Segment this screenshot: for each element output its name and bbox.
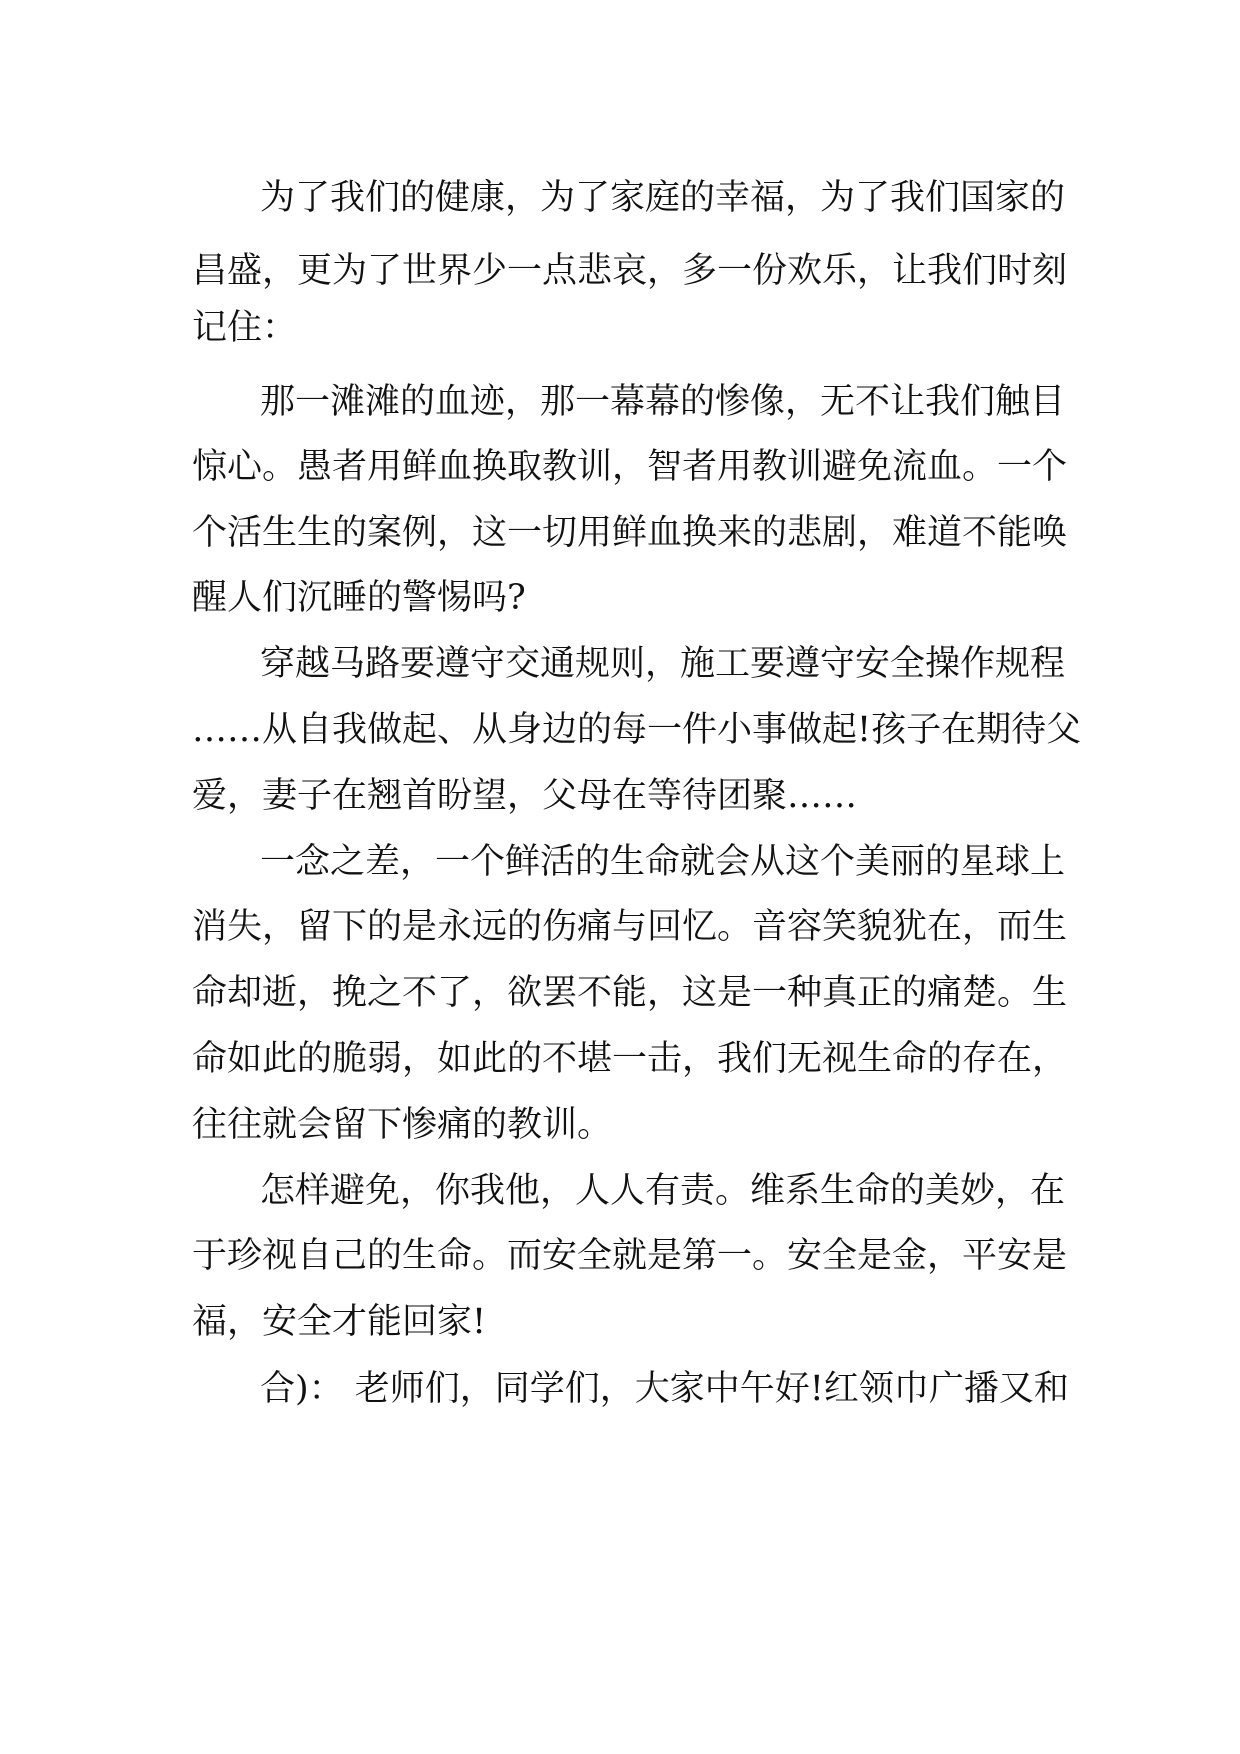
- text-line: 个活生生的案例，这一切用鲜血换来的悲剧，难道不能唤: [192, 513, 1068, 553]
- text-line: 怎样避免，你我他，人人有责。维系生命的美妙，在: [260, 1171, 1066, 1211]
- text-line: 记住：: [192, 308, 298, 348]
- text-line: 爱，妻子在翘首盼望，父母在等待团聚……: [192, 776, 858, 816]
- text-line: 穿越马路要遵守交通规则，施工要遵守安全操作规程: [260, 644, 1066, 684]
- text-line: 惊心。愚者用鲜血换取教训，智者用教训避免流血。一个: [192, 447, 1068, 487]
- text-line: 消失，留下的是永远的伤痛与回忆。音容笑貌犹在，而生: [192, 907, 1068, 947]
- text-line: 为了我们的健康，为了家庭的幸福，为了我们国家的: [260, 178, 1066, 218]
- text-line: 合)： 老师们，同学们，大家中午好!红领巾广播又和: [260, 1369, 1069, 1409]
- text-line: 昌盛，更为了世界少一点悲哀，多一份欢乐，让我们时刻: [192, 251, 1068, 291]
- text-line: 那一滩滩的血迹，那一幕幕的惨像，无不让我们触目: [260, 382, 1066, 422]
- text-line: 醒人们沉睡的警惕吗?: [192, 578, 526, 618]
- text-line: 于珍视自己的生命。而安全就是第一。安全是金，平安是: [192, 1236, 1068, 1276]
- text-line: 命如此的脆弱，如此的不堪一击，我们无视生命的存在，: [192, 1039, 1068, 1079]
- text-line: 福，安全才能回家!: [192, 1302, 487, 1342]
- text-line: 命却逝，挽之不了，欲罢不能，这是一种真正的痛楚。生: [192, 973, 1068, 1013]
- text-line: 一念之差，一个鲜活的生命就会从这个美丽的星球上: [260, 842, 1066, 882]
- text-line: 往往就会留下惨痛的教训。: [192, 1105, 613, 1145]
- text-line: ……从自我做起、从身边的每一件小事做起!孩子在期待父: [192, 710, 1082, 750]
